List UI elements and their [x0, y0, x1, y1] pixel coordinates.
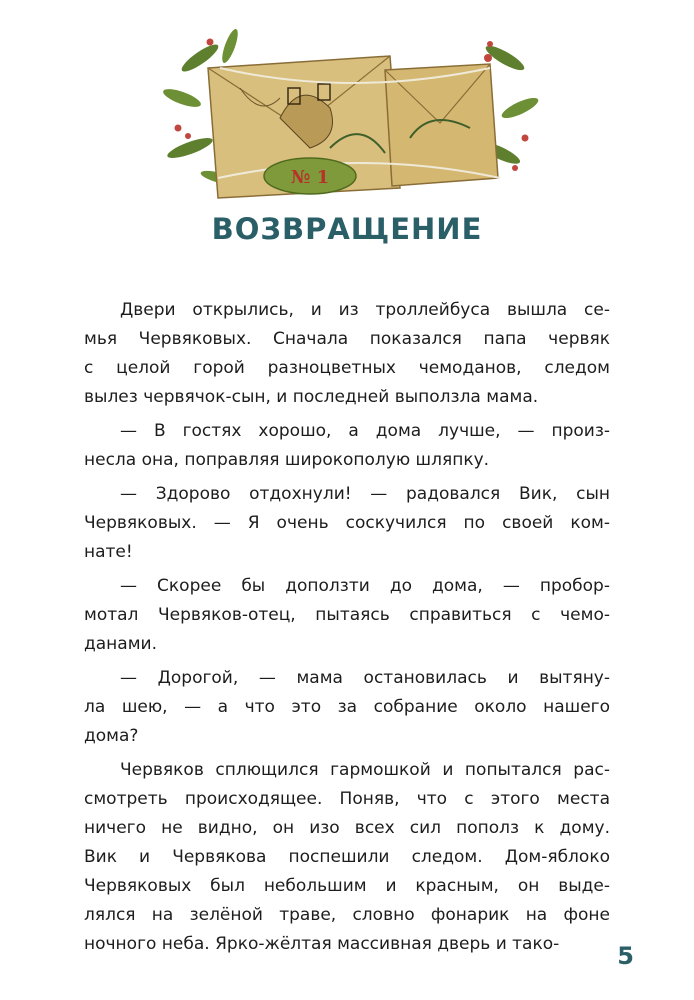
text-line: вылез червячок-сын, и последней выползла мама. [84, 387, 539, 407]
text-line: нате! [84, 542, 133, 562]
paragraph [84, 664, 610, 751]
text-line: — Здорово отдохнули! — радовался Вик, сын [120, 484, 610, 504]
chapter-illustration [160, 28, 540, 208]
text-line: Червяков сплющился гармошкой и попытался рас- [120, 760, 610, 780]
paragraph [84, 480, 610, 567]
text-line: — Дорогой, — мама остановилась и вытяну- [120, 668, 610, 688]
text-line: несла она, поправляя широкополую шляпку. [84, 450, 490, 470]
chapter-title: ВОЗВРАЩЕНИЕ [211, 212, 483, 246]
paragraph [84, 296, 610, 412]
text-line: с целой горой разноцветных чемоданов, следом [84, 358, 610, 378]
text-line: ничего не видно, он изо всех сил пополз к дому. [84, 818, 610, 838]
text-line: Червяковых был небольшим и красным, он выде- [84, 876, 610, 896]
text-line: Червяковых. — Я очень соскучился по своей ком- [84, 513, 610, 533]
text-line: ночного неба. Ярко-жёлтая массивная дверь и тако- [84, 934, 560, 954]
page-number: 5 [617, 942, 634, 970]
text-line: дома? [84, 726, 139, 746]
text-line: — В гостях хорошо, а дома лучше, — произ- [120, 421, 610, 441]
text-line: — Скорее бы доползти до дома, — пробор- [120, 576, 610, 596]
text-line: ла шею, — а что это за собрание около нашего [84, 697, 610, 717]
paragraph [84, 572, 610, 659]
text-line: Вик и Червякова поспешили следом. Дом-яблоко [84, 847, 610, 867]
badge-number: № 1 [290, 167, 330, 188]
story-text [84, 296, 610, 959]
text-line: мотал Червяков-отец, пытаясь справиться с чемо- [84, 605, 610, 625]
text-line: смотреть происходящее. Поняв, что с этого места [84, 789, 610, 809]
badge-leaf [264, 158, 356, 194]
envelope-right [385, 54, 498, 186]
text-line: лялся на зелёной траве, словно фонарик на фоне [84, 905, 610, 925]
paragraph [84, 756, 610, 959]
text-line: Двери открылись, и из троллейбуса вышла се- [120, 300, 610, 320]
paragraph [84, 417, 610, 475]
text-line: данами. [84, 634, 157, 654]
text-line: мья Червяковых. Сначала показался папа червяк [84, 329, 610, 349]
